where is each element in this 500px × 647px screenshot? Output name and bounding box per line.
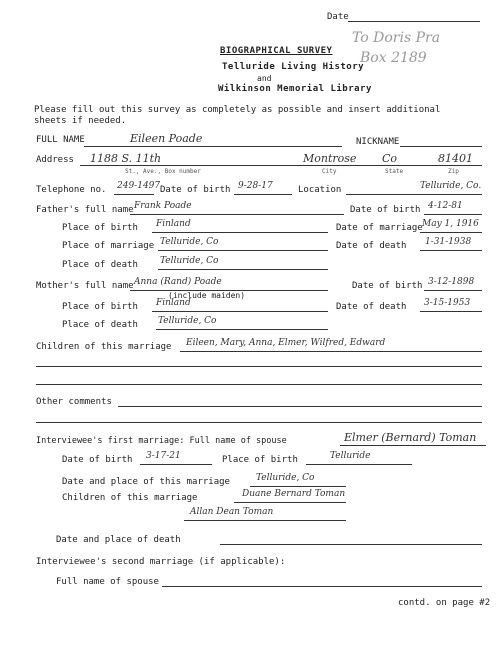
spouse-dob-value: 3-17-21 — [146, 451, 181, 461]
address-street-value: 1188 S. 11th — [90, 152, 162, 165]
other-comments-label: Other comments — [36, 397, 112, 407]
address-sub-state: State — [385, 168, 404, 175]
instructions-line2: sheets if needed. — [34, 116, 127, 126]
spouse-pob-line — [306, 464, 412, 465]
instructions-line1: Please fill out this survey as completely as possible and insert additional — [34, 105, 441, 115]
mother-dod-line — [420, 311, 482, 312]
full-name-label: FULL NAME — [36, 135, 85, 145]
mother-pob-value: Finland — [156, 298, 191, 308]
pencil-note-line2: Box 2189 — [360, 50, 427, 66]
first-marriage-label: Interviewee's first marriage: Full name of spouse — [36, 436, 287, 446]
nickname-line — [400, 146, 482, 147]
address-state-value: Co — [382, 152, 398, 165]
children-label: Children of this marriage — [36, 342, 172, 352]
first-place-date-label: Date and place of this marriage — [62, 477, 230, 487]
father-pob-line — [152, 232, 328, 233]
mother-dod-label: Date of death — [336, 302, 407, 312]
first-children-line1 — [234, 502, 346, 503]
document-title: BIOGRAPHICAL SURVEY — [220, 46, 333, 56]
father-pom-value: Telluride, Co — [160, 237, 219, 247]
death-line — [220, 544, 482, 545]
father-pod-label: Place of death — [62, 260, 138, 270]
subtitle-and: and — [257, 74, 272, 83]
mother-pod-label: Place of death — [62, 320, 138, 330]
father-dod-label: Date of death — [336, 241, 407, 251]
address-label: Address — [36, 155, 74, 165]
children-value: Eileen, Mary, Anna, Elmer, Wilfred, Edward — [186, 338, 386, 348]
full-name-value: Eileen Poade — [130, 132, 203, 145]
location-line — [346, 194, 482, 195]
address-line — [80, 165, 482, 166]
second-spouse-line — [162, 586, 482, 587]
other-comments-line1 — [118, 406, 482, 407]
spouse-dob-label: Date of birth — [62, 455, 133, 465]
father-dom-value: May 1, 1916 — [422, 219, 479, 229]
date-line — [348, 21, 480, 22]
father-dob-label: Date of birth — [350, 205, 421, 215]
father-pob-label: Place of birth — [62, 223, 138, 233]
pencil-note-line1: To Doris Pra — [352, 30, 441, 46]
dob-line — [234, 194, 292, 195]
address-sub-zip: Zip — [448, 168, 459, 175]
telephone-line — [114, 194, 154, 195]
father-pod-line — [158, 269, 328, 270]
telephone-value: 249-1497 — [117, 181, 161, 191]
children-line3 — [36, 384, 482, 385]
location-label: Location — [298, 185, 342, 195]
dob-value: 9-28-17 — [238, 181, 273, 191]
father-name-line — [130, 214, 344, 215]
mother-pob-line — [152, 311, 328, 312]
father-name-label: Father's full name — [36, 205, 134, 215]
first-children-label: Children of this marriage — [62, 493, 198, 503]
father-dob-line — [424, 214, 482, 215]
address-sub-city: City — [322, 168, 337, 175]
subtitle-telluride: Telluride Living History — [222, 62, 365, 72]
children-line1 — [180, 351, 482, 352]
father-dom-label: Date of marriage — [336, 223, 423, 233]
address-city-value: Montrose — [303, 152, 357, 165]
father-dom-line — [420, 232, 482, 233]
subtitle-library: Wilkinson Memorial Library — [218, 84, 372, 94]
full-name-line — [84, 146, 342, 147]
mother-maiden-note: (include maiden) — [168, 291, 246, 300]
spouse-pob-label: Place of birth — [222, 455, 298, 465]
nickname-label: NICKNAME — [356, 137, 400, 147]
death-label: Date and place of death — [56, 535, 181, 545]
father-name-value: Frank Poade — [134, 201, 192, 211]
date-label: Date — [327, 12, 349, 22]
address-zip-value: 81401 — [438, 152, 473, 165]
mother-pod-value: Telluride, Co — [158, 316, 217, 326]
mother-name-value: Anna (Rand) Poade — [134, 277, 222, 287]
spouse-pob-value: Telluride — [330, 451, 371, 461]
first-children-line2 — [184, 520, 346, 521]
father-dob-value: 4-12-81 — [428, 201, 463, 211]
telephone-label: Telephone no. — [36, 185, 107, 195]
father-pom-label: Place of marriage — [62, 241, 155, 251]
mother-pod-line — [156, 329, 328, 330]
first-spouse-line — [340, 445, 486, 446]
dob-label: Date of birth — [160, 185, 231, 195]
father-pob-value: Finland — [156, 219, 191, 229]
address-sub-street: St., Ave., Box number — [125, 168, 201, 175]
first-place-date-line — [250, 486, 346, 487]
spouse-dob-line — [140, 464, 212, 465]
father-pom-line — [158, 250, 328, 251]
mother-dob-value: 3-12-1898 — [428, 277, 475, 287]
contd-label: contd. on page #2 — [398, 598, 491, 608]
first-place-date-value: Telluride, Co — [256, 473, 315, 483]
mother-dob-label: Date of birth — [352, 281, 423, 291]
mother-pob-label: Place of birth — [62, 302, 138, 312]
father-dod-line — [420, 250, 482, 251]
mother-dob-line — [424, 290, 482, 291]
first-spouse-value: Elmer (Bernard) Toman — [344, 431, 477, 444]
children-line2 — [36, 366, 482, 367]
first-children-value2: Allan Dean Toman — [190, 507, 274, 517]
father-dod-value: 1-31-1938 — [425, 237, 472, 247]
second-marriage-label: Interviewee's second marriage (if applicable): — [36, 557, 286, 567]
father-pod-value: Telluride, Co — [160, 256, 219, 266]
other-comments-line2 — [36, 422, 482, 423]
location-value: Telluride, Co. — [420, 181, 482, 191]
mother-name-label: Mother's full name — [36, 281, 134, 291]
mother-dod-value: 3-15-1953 — [424, 298, 471, 308]
second-spouse-label: Full name of spouse — [56, 577, 159, 587]
first-children-value1: Duane Bernard Toman — [242, 489, 346, 499]
